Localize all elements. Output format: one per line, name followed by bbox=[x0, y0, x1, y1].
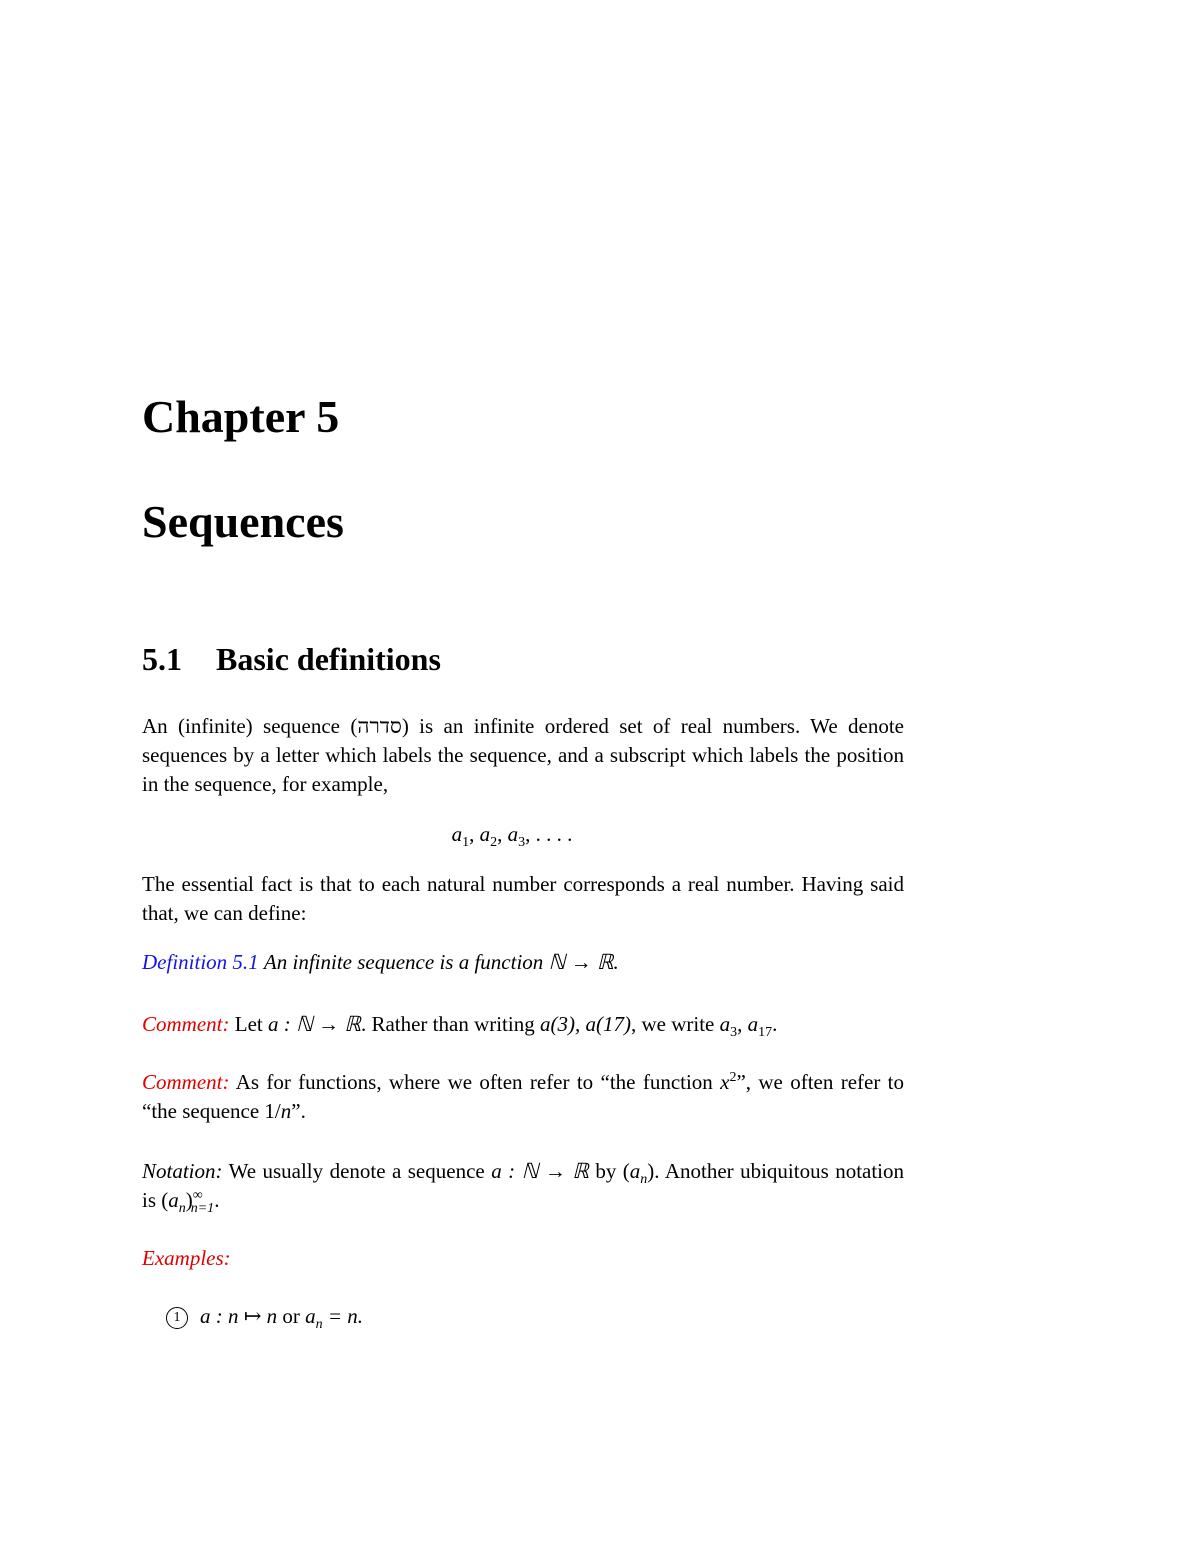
comment1-sub-2: 17 bbox=[758, 1025, 773, 1041]
notation-text-b: by ( bbox=[595, 1159, 630, 1183]
comment-label-1: Comment: bbox=[142, 1012, 230, 1036]
comment-label-2: Comment: bbox=[142, 1070, 230, 1094]
section-number: 5.1 bbox=[142, 641, 182, 677]
examples-label: Examples: bbox=[142, 1246, 231, 1270]
definition-text: An infinite sequence is a function ℕ → ℝ. bbox=[263, 950, 619, 974]
comment-block-1: Comment: Let a : ℕ → ℝ. Rather than writing a(3), a(17), we write $a_3$, $a_{17}$. bbox=[142, 1012, 778, 1041]
comment-block-2 bbox=[142, 1068, 904, 1126]
comment2-text-b: ”, we often refer to “the sequence 1/ bbox=[142, 1070, 904, 1123]
example-map: a : n ↦ n bbox=[200, 1304, 278, 1328]
eq-sub-1: 1 bbox=[462, 835, 470, 851]
eq-comma-1: , bbox=[469, 822, 480, 846]
example-or: or bbox=[282, 1304, 300, 1328]
comment1-func-values: a(3), a(17) bbox=[539, 1012, 631, 1036]
eq-var-1: a bbox=[451, 822, 463, 846]
notation-var-1: a bbox=[629, 1159, 641, 1183]
notation-var-2: a bbox=[168, 1188, 179, 1212]
notation-text-a: We usually denote a sequence bbox=[228, 1159, 485, 1183]
comment1-var-2: a bbox=[747, 1012, 759, 1036]
notation-text-c: ). Another ubiquitous notation is ( bbox=[142, 1159, 905, 1212]
intro-paragraph bbox=[142, 712, 904, 799]
example-lhs-sub: n bbox=[315, 1317, 323, 1333]
comment2-sup: 2 bbox=[729, 1070, 737, 1085]
intro-text-end: ) is an infinite ordered set of real numbers. We denote sequences by a letter which labels the sequence, and a subscript which labels the position in the sequence, for example, bbox=[142, 714, 904, 796]
notation-sub-range: n=1 bbox=[190, 1201, 215, 1217]
comment1-text-a: Let bbox=[234, 1012, 263, 1036]
comment1-map: a : ℕ → ℝ bbox=[267, 1012, 361, 1036]
notation-sub-n-2: n bbox=[178, 1201, 186, 1217]
notation-block bbox=[142, 1157, 904, 1215]
notation-sub-n: n bbox=[640, 1172, 648, 1188]
section-heading bbox=[142, 642, 441, 677]
hebrew-term: סדרה bbox=[357, 714, 402, 738]
notation-label: Notation: bbox=[142, 1159, 223, 1183]
comment1-text-c: . Rather than writing bbox=[360, 1012, 535, 1036]
notation-text-d: ) bbox=[185, 1188, 193, 1212]
notation-map: a : ℕ → ℝ bbox=[491, 1159, 589, 1183]
circled-number-icon: 1 bbox=[166, 1307, 188, 1329]
comment1-text-e: , we write bbox=[630, 1012, 715, 1036]
example-lhs-var: a bbox=[305, 1304, 316, 1328]
definition-label: Definition 5.1 bbox=[142, 950, 259, 974]
eq-var-3: a bbox=[507, 822, 519, 846]
example-rhs: = n. bbox=[327, 1304, 364, 1328]
eq-tail: , . . . . bbox=[525, 822, 573, 846]
eq-sub-3: 3 bbox=[518, 835, 526, 851]
comment2-text-a: As for functions, where we often refer to “the function bbox=[235, 1070, 713, 1094]
notation-sup-infinity: ∞ bbox=[192, 1188, 203, 1203]
section-title: Basic definitions bbox=[216, 641, 441, 677]
chapter-title: Sequences bbox=[142, 496, 344, 547]
comment2-var-n: n bbox=[280, 1099, 292, 1123]
intro-text-start: An (infinite) sequence ( bbox=[142, 714, 358, 738]
comment2-text-c: ”. bbox=[291, 1099, 306, 1123]
comment2-var-x: x bbox=[720, 1070, 730, 1094]
display-equation bbox=[0, 822, 1024, 851]
definition-block bbox=[142, 948, 619, 977]
comment1-sub-1: 3 bbox=[730, 1025, 738, 1041]
essential-fact-paragraph: The essential fact is that to each natural number corresponds a real number. Having said that, we can define: bbox=[142, 872, 904, 925]
example-item bbox=[166, 1304, 364, 1333]
eq-comma-2: , bbox=[497, 822, 508, 846]
notation-text-e: . bbox=[214, 1188, 220, 1212]
eq-sub-2: 2 bbox=[490, 835, 498, 851]
comment1-var-1: a bbox=[719, 1012, 731, 1036]
eq-var-2: a bbox=[479, 822, 491, 846]
chapter-label: Chapter 5 bbox=[142, 391, 340, 442]
